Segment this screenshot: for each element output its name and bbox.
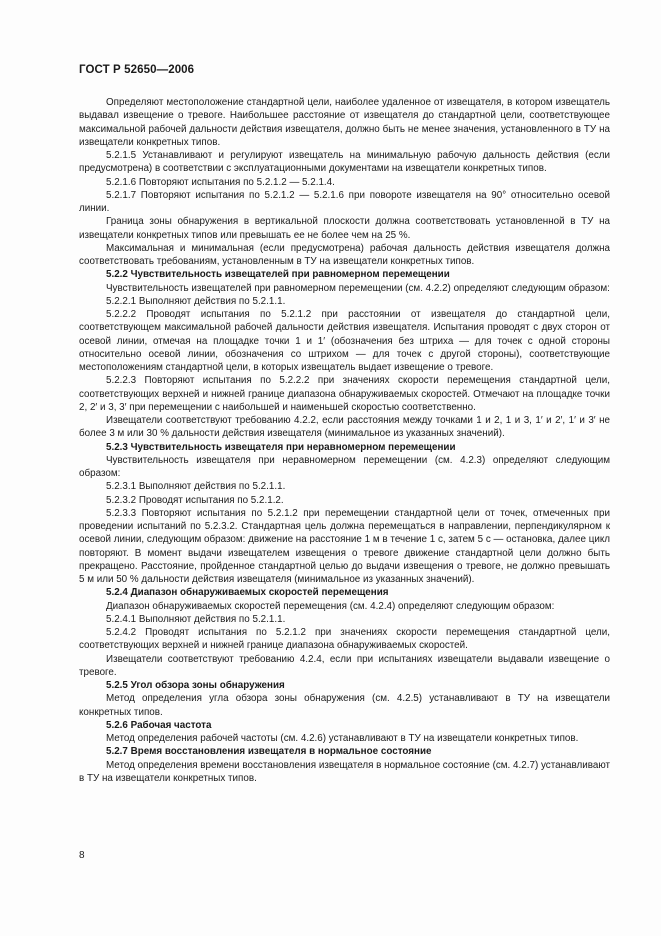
paragraph: Чувствительность извещателей при равномерном перемещении (см. 4.2.2) определяют следующим образом: bbox=[106, 282, 610, 294]
paragraph: 5.2.2.3 Повторяют испытания по 5.2.2.2 при значениях скорости перемещения стандартной цели, соответствующих верхней и нижней границе диапазона обнаруживаемых скоростей. Отмечают на площадке точки 2, 2′ и 3, 3′ при перемещении с наибольшей и наименьшей скоростью соответственно. bbox=[79, 375, 610, 413]
section-heading: 5.2.4 Диапазон обнаруживаемых скоростей перемещения bbox=[106, 587, 389, 599]
paragraph: 5.2.3.1 Выполняют действия по 5.2.1.1. bbox=[106, 481, 286, 493]
page-number: 8 bbox=[79, 850, 85, 861]
paragraph: 5.2.3.3 Повторяют испытания по 5.2.1.2 при перемещении стандартной цели от точек, отмеченных при проведении испытаний по 5.2.3.2. Стандартная цель должна перемещаться в направлении, перпендикулярном к осевой линии, следующим образом: движение на расстояние 1 м в течение 1 с, затем 5 с — остановка, далее цикл повторяют. В момент выдачи извещателем извещения о тревоге движение стандартной цели должно быть прекращено. Расстояние, пройденное стандартной целью до выдачи извещения о тревоге, не должно превышать 5 м или 50 % дальности действия извещателя (минимальное из указанных значений). bbox=[79, 507, 610, 585]
paragraph: Граница зоны обнаружения в вертикальной плоскости должна соответствовать установленной в ТУ на извещатели конкретных типов или превышать ее не более чем на 25 %. bbox=[79, 216, 610, 241]
paragraph: 5.2.3.2 Проводят испытания по 5.2.1.2. bbox=[106, 494, 284, 506]
paragraph: Диапазон обнаруживаемых скоростей перемещения (см. 4.2.4) определяют следующим образом: bbox=[106, 600, 555, 612]
document-header: ГОСТ Р 52650—2006 bbox=[79, 64, 195, 76]
section-heading: 5.2.3 Чувствительность извещателя при неравномерном перемещении bbox=[106, 441, 456, 453]
section-heading: 5.2.6 Рабочая частота bbox=[106, 719, 212, 731]
paragraph: 5.2.1.5 Устанавливают и регулируют извещатель на минимальную рабочую дальность действия (если предусмотрена) в соответствии с эксплуатационными документами на извещатели конкретных типов. bbox=[79, 150, 610, 175]
paragraph: 5.2.1.7 Повторяют испытания по 5.2.1.2 — 5.2.1.6 при повороте извещателя на 90° относительно осевой линии. bbox=[79, 189, 610, 214]
paragraph: Метод определения рабочей частоты (см. 4.2.6) устанавливают в ТУ на извещатели конкретных типов. bbox=[106, 733, 579, 744]
paragraph: Метод определения угла обзора зоны обнаружения (см. 4.2.5) устанавливают в ТУ на извещатели конкретных типов. bbox=[79, 693, 610, 718]
paragraph: 5.2.2.1 Выполняют действия по 5.2.1.1. bbox=[106, 295, 286, 307]
paragraph: 5.2.4.2 Проводят испытания по 5.2.1.2 при значениях скорости перемещения стандартной цели, соответствующих верхней и нижней границе диапазона обнаруживаемых скоростей. bbox=[79, 627, 610, 652]
paragraph: Чувствительность извещателя при неравномерном перемещении (см. 4.2.3) определяют следующим образом: bbox=[79, 454, 610, 479]
document-body bbox=[79, 96, 610, 785]
paragraph: 5.2.1.6 Повторяют испытания по 5.2.1.2 — 5.2.1.4. bbox=[106, 176, 335, 188]
paragraph: Определяют местоположение стандартной цели, наиболее удаленное от извещателя, в котором извещатель выдавал извещение о тревоге. Наибольшее расстояние от извещателя до стандартной цели, соответствующее максимальной рабочей дальности действия извещателя, должно быть не менее значения, установленного в ТУ на извещатели конкретных типов. bbox=[79, 97, 610, 148]
paragraph: Извещатели соответствуют требованию 4.2.4, если при испытаниях извещатели выдавали извещение о тревоге. bbox=[79, 653, 610, 678]
paragraph: 5.2.4.1 Выполняют действия по 5.2.1.1. bbox=[106, 613, 286, 625]
paragraph: Максимальная и минимальная (если предусмотрена) рабочая дальность действия извещателя должна соответствовать требованиям, установленным в ТУ на извещатели конкретных типов. bbox=[79, 242, 610, 267]
section-heading: 5.2.5 Угол обзора зоны обнаружения bbox=[106, 680, 285, 691]
paragraph: Метод определения времени восстановления извещателя в нормальное состояние (см. 4.2.7) устанавливают в ТУ на извещатели конкретных типов. bbox=[79, 759, 610, 784]
section-heading: 5.2.2 Чувствительность извещателей при равномерном перемещении bbox=[106, 269, 450, 281]
paragraph: Извещатели соответствуют требованию 4.2.2, если расстояния между точками 1 и 2, 1 и 3, 1′ и 2′, 1′ и 3′ не более 3 м или 30 % дальности действия извещателя (минимальное из указанных значений). bbox=[79, 415, 610, 440]
section-heading: 5.2.7 Время восстановления извещателя в нормальное состояние bbox=[106, 746, 432, 758]
paragraph: 5.2.2.2 Проводят испытания по 5.2.1.2 при расстоянии от извещателя до стандартной цели, соответствующем максимальной рабочей дальности действия извещателя. Испытания проводят с двух сторон от осевой линии, отмечая на площадке точки 1 и 1′ (обозначения без штриха — для точек с одной стороны относительно осевой линии, обозначения со штрихом — для точек с другой стороны), соответствующие местоположениям стандартной цели, в которых извещатель выдает извещение о тревоге. bbox=[79, 309, 610, 373]
